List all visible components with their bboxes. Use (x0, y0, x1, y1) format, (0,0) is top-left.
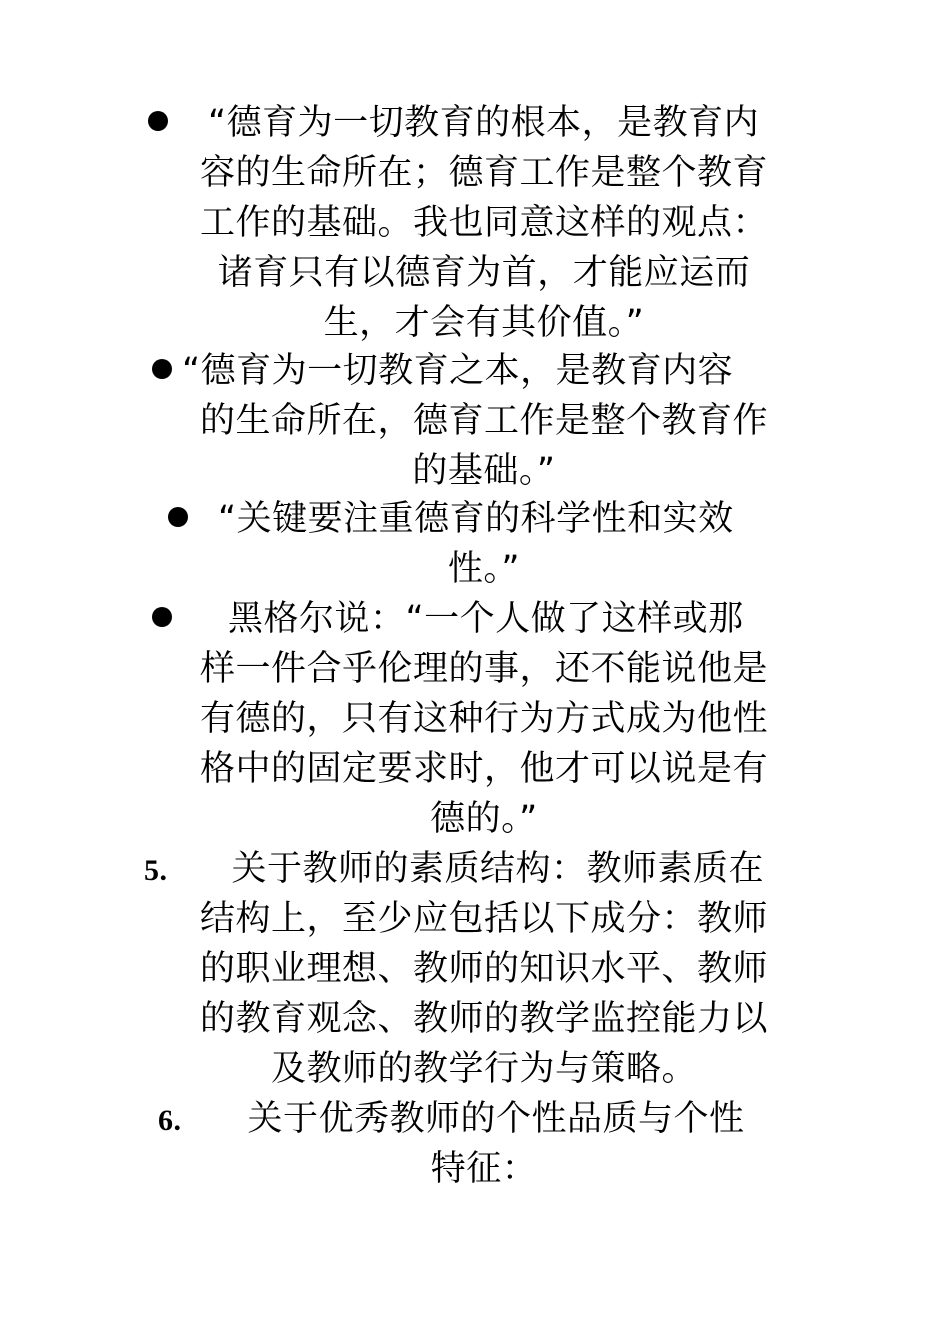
bullet-icon (168, 507, 188, 527)
list-item-line: 性。” (447, 549, 521, 589)
list-item-line: 的基础。” (412, 451, 556, 491)
list-item-line (140, 346, 812, 396)
list-number: 6. (158, 1104, 182, 1137)
list-item-line (140, 98, 812, 148)
list-item-line: 的生命所在，德育工作是整个教育作 (199, 401, 768, 441)
list-item-6 (140, 1094, 812, 1194)
list-item-line (140, 594, 812, 644)
list-number: 5. (144, 854, 168, 887)
list-item-line: 样一件合乎伦理的事，还不能说他是 (199, 649, 768, 689)
list-item-line: 容的生命所在；德育工作是整个教育 (199, 153, 768, 193)
list-item-line: 格中的固定要求时，他才可以说是有 (199, 749, 768, 789)
bullet-icon (148, 111, 168, 131)
list-item-line: 生，才会有其价值。” (323, 303, 645, 343)
list-item-line: 诸育只有以德育为首，才能应运而 (217, 253, 751, 293)
list-item-line: 的教育观念、教师的教学监控能力以 (199, 999, 768, 1039)
list-item-1 (140, 98, 812, 348)
list-item-line: 特征： (430, 1149, 538, 1189)
list-item-text: “关键要注重德育的科学性和实效 (218, 499, 734, 539)
list-item-4 (140, 594, 812, 844)
list-item-text: 黑格尔说：“一个人做了这样或那 (228, 599, 744, 639)
list-item-line: 结构上，至少应包括以下成分：教师 (199, 899, 768, 939)
list-item-line (140, 1094, 812, 1144)
list-item-line: 德的。” (430, 799, 538, 839)
list-item-line (140, 494, 812, 544)
list-item-text: “德育为一切教育之本，是教育内容 (182, 351, 734, 391)
bullet-icon (152, 359, 172, 379)
list-item-line (140, 844, 812, 894)
list-item-3 (140, 494, 812, 594)
list-item-2 (140, 346, 812, 496)
list-item-text: “德育为一切教育的根本，是教育内 (208, 103, 760, 143)
list-item-line: 有德的，只有这种行为方式成为他性 (199, 699, 768, 739)
list-item-line: 的职业理想、教师的知识水平、教师 (199, 949, 768, 989)
list-item-5 (140, 844, 812, 1094)
list-item-text: 关于教师的素质结构：教师素质在 (231, 849, 765, 889)
list-item-text: 关于优秀教师的个性品质与个性 (247, 1099, 745, 1139)
list-item-line: 及教师的教学行为与策略。 (270, 1049, 697, 1089)
list-item-line: 工作的基础。我也同意这样的观点： (199, 203, 768, 243)
bullet-icon (152, 607, 172, 627)
